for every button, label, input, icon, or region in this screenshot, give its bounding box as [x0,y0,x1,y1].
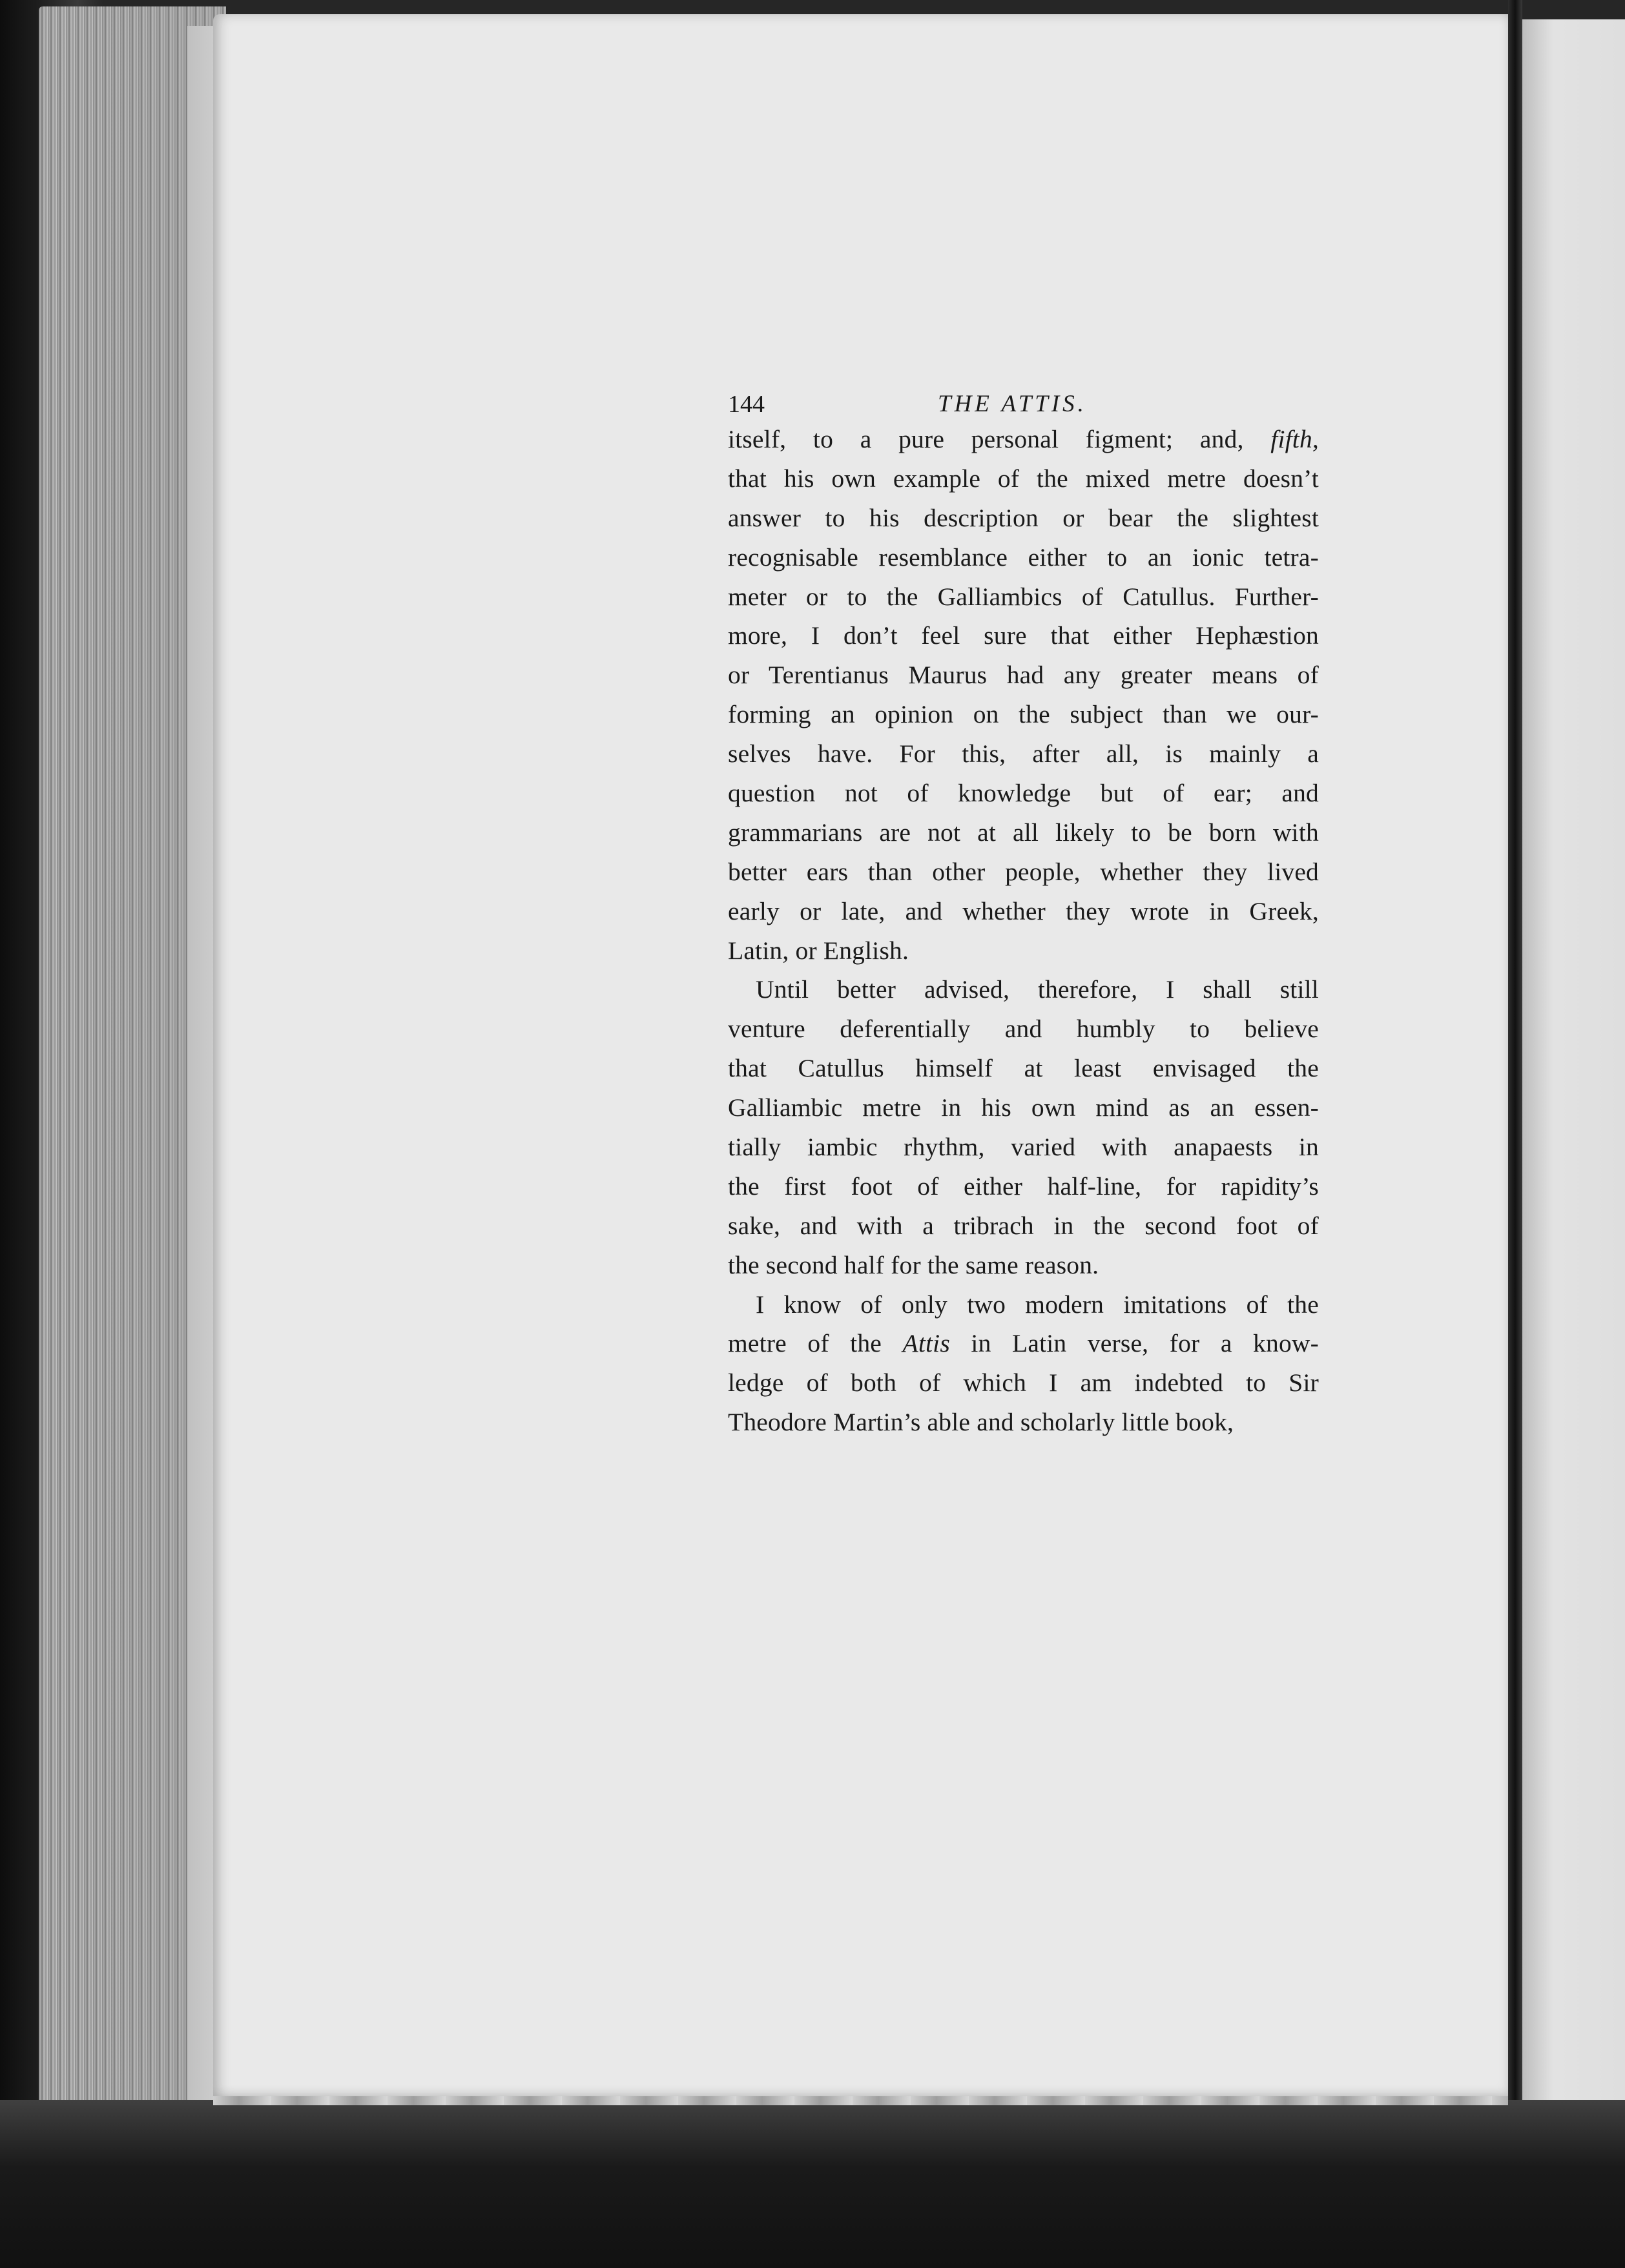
text-line: more, I don’t feel sure that either Hephæstion [728,621,1319,650]
text-line: Theodore Martin’s able and scholarly little book, [728,1408,1234,1437]
paragraph [728,970,1319,1284]
text-line: or Terentianus Maurus had any greater means of [728,661,1319,690]
text-line: sake, and with a tribrach in the second foot of [728,1211,1319,1240]
text-line: better ears than other people, whether they lived [728,857,1319,886]
text-block [728,381,1319,1442]
text-line: the first foot of either half-line, for rapidity’s [728,1171,1319,1201]
text-line: venture deferentially and humbly to believe [728,1015,1319,1044]
facing-page-edge [1522,19,1625,2150]
text-line: meter or to the Galliambics of Catullus. Further- [728,582,1319,611]
text-line: answer to his description or bear the slightest [728,503,1319,532]
italic-text: Attis [902,1329,950,1358]
running-head [728,381,1319,420]
text-line: I know of only two modern imitations of the [756,1290,1319,1319]
text-line: that his own example of the mixed metre doesn’t [728,464,1319,493]
scan-background-bottom [0,2100,1625,2268]
text-line: that Catullus himself at least envisaged the [728,1054,1319,1083]
paragraph [728,420,1319,970]
text-line: question not of knowledge but of ear; and [728,779,1319,808]
text-line: Until better advised, therefore, I shall still [756,975,1319,1004]
book-page-edges [39,6,226,2138]
text-line: metre of the Attis in Latin verse, for a know- [728,1329,1319,1358]
text-line: ledge of both of which I am indebted to Sir [728,1368,1319,1397]
page-bottom-edge [213,2096,1508,2105]
text-line: grammarians are not at all likely to be born with [728,818,1319,847]
text-line: Galliambic metre in his own mind as an essen- [728,1093,1319,1122]
book-gutter [1508,0,1522,2268]
text-line: tially iambic rhythm, varied with anapaests in [728,1133,1319,1162]
text-line: forming an opinion on the subject than we our- [728,700,1319,729]
running-head-title: THE ATTIS. [938,391,1087,417]
text-line: selves have. For this, after all, is mainly a [728,739,1319,768]
text-line: early or late, and whether they wrote in Greek, [728,896,1319,925]
text-line: itself, to a pure personal figment; and, fifth, [728,425,1319,453]
italic-text: fifth, [1270,425,1319,453]
body-text [728,420,1319,1442]
text-line: recognisable resemblance either to an ionic tetra- [728,542,1319,572]
text-line: the second half for the same reason. [728,1250,1099,1279]
page-number: 144 [728,391,765,418]
text-line: Latin, or English. [728,936,909,965]
paragraph [728,1285,1319,1443]
